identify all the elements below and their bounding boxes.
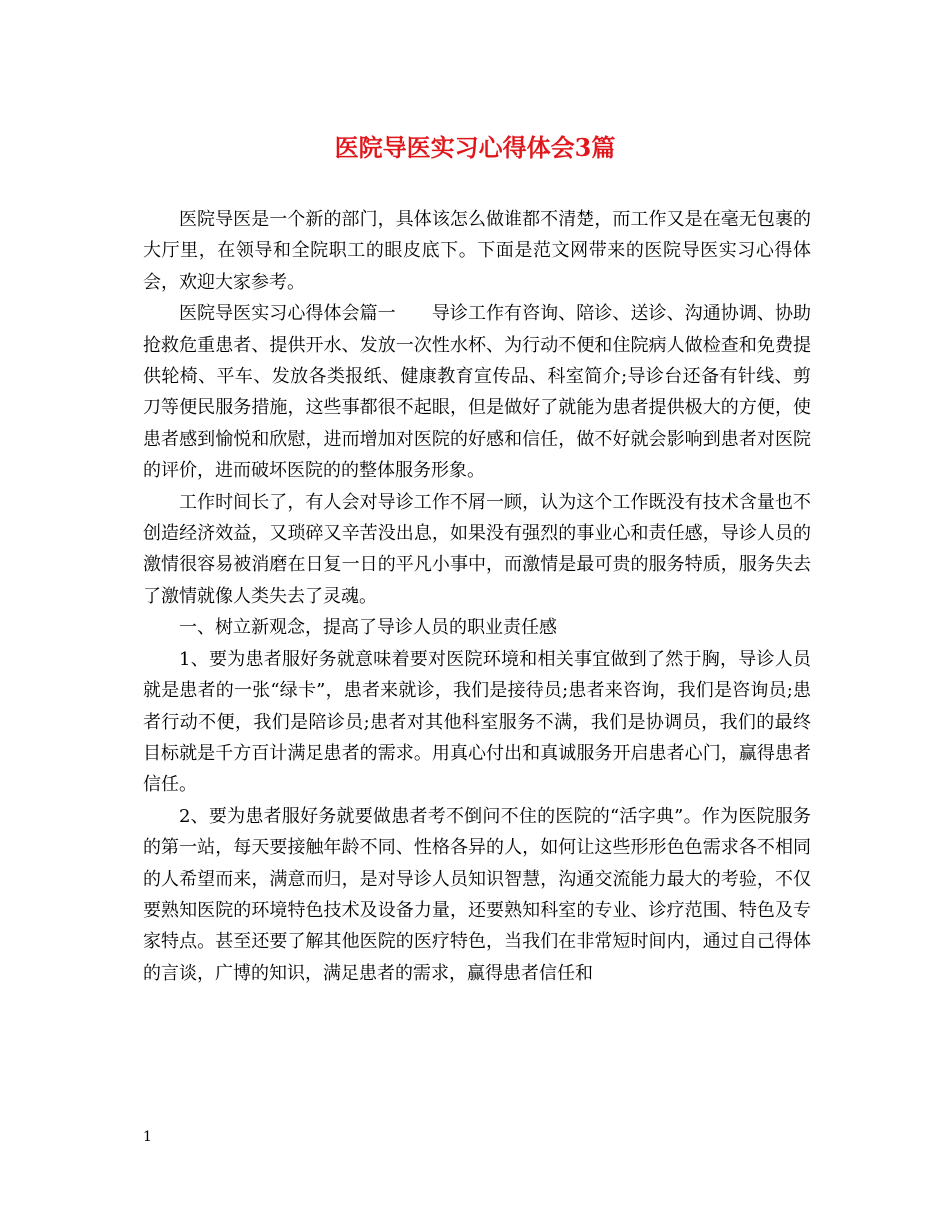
paragraph-point-one: 1、要为患者服好务就意味着要对医院环境和相关事宜做到了然于胸，导诊人员就是患者的一张“绿卡”，患者来就诊，我们是接待员;患者来咨询，我们是咨询员;患者行动不便，我们是陪诊员;患者对其他科室服务不满，我们是协调员，我们的最终目标就是千方百计满足患者的需求。用真心付出和真诚服务开启患者心门，赢得患者信任。 — [143, 648, 811, 796]
paragraph-part-one: 医院导医实习心得体会篇一 导诊工作有咨询、陪诊、送诊、沟通协调、协助抢救危重患者、提供开水、发放一次性水杯、为行动不便和住院病人做检查和免费提供轮椅、平车、发放各类报纸、健康教育宣传品、科室简介;导诊台还备有针线、剪刀等便民服务措施，这些事都很不起眼，但是做好了就能为患者提供极大的方便，使患者感到愉悦和欣慰，进而增加对医院的好感和信任，做不好就会影响到患者对医院的评价，进而破坏医院的的整体服务形象。 — [143, 303, 811, 482]
paragraph-intro: 医院导医是一个新的部门，具体该怎么做谁都不清楚，而工作又是在毫无包裹的大厅里，在领导和全院职工的眼皮底下。下面是范文网带来的医院导医实习心得体会，欢迎大家参考。 — [143, 209, 811, 293]
document-title: 医院导医实习心得体会3篇 — [334, 133, 616, 162]
section-heading-one: 一、树立新观念，提高了导诊人员的职业责任感 — [179, 617, 557, 639]
paragraph-point-two: 2、要为患者服好务就要做患者考不倒问不住的医院的“活字典”。作为医院服务的第一站，每天要接触年龄不同、性格各异的人，如何让这些形形色色需求各不相同的人希望而来，满意而归，是对导诊人员知识智慧，沟通交流能力最大的考验，不仅要熟知医院的环境特色技术及设备力量，还要熟知科室的专业、诊疗范围、特色及专家特点。甚至还要了解其他医院的医疗特色，当我们在非常短时间内，通过自己得体的言谈，广博的知识，满足患者的需求，赢得患者信任和 — [143, 805, 811, 984]
document-body — [143, 204, 811, 989]
paragraph-work-time: 工作时间长了，有人会对导诊工作不屑一顾，认为这个工作既没有技术含量也不创造经济效益，又琐碎又辛苦没出息，如果没有强烈的事业心和责任感，导诊人员的激情很容易被消磨在日复一日的平凡小事中，而激情是最可贵的服务特质，服务失去了激情就像人类失去了灵魂。 — [143, 491, 811, 607]
page-number: 1 — [143, 1129, 152, 1145]
